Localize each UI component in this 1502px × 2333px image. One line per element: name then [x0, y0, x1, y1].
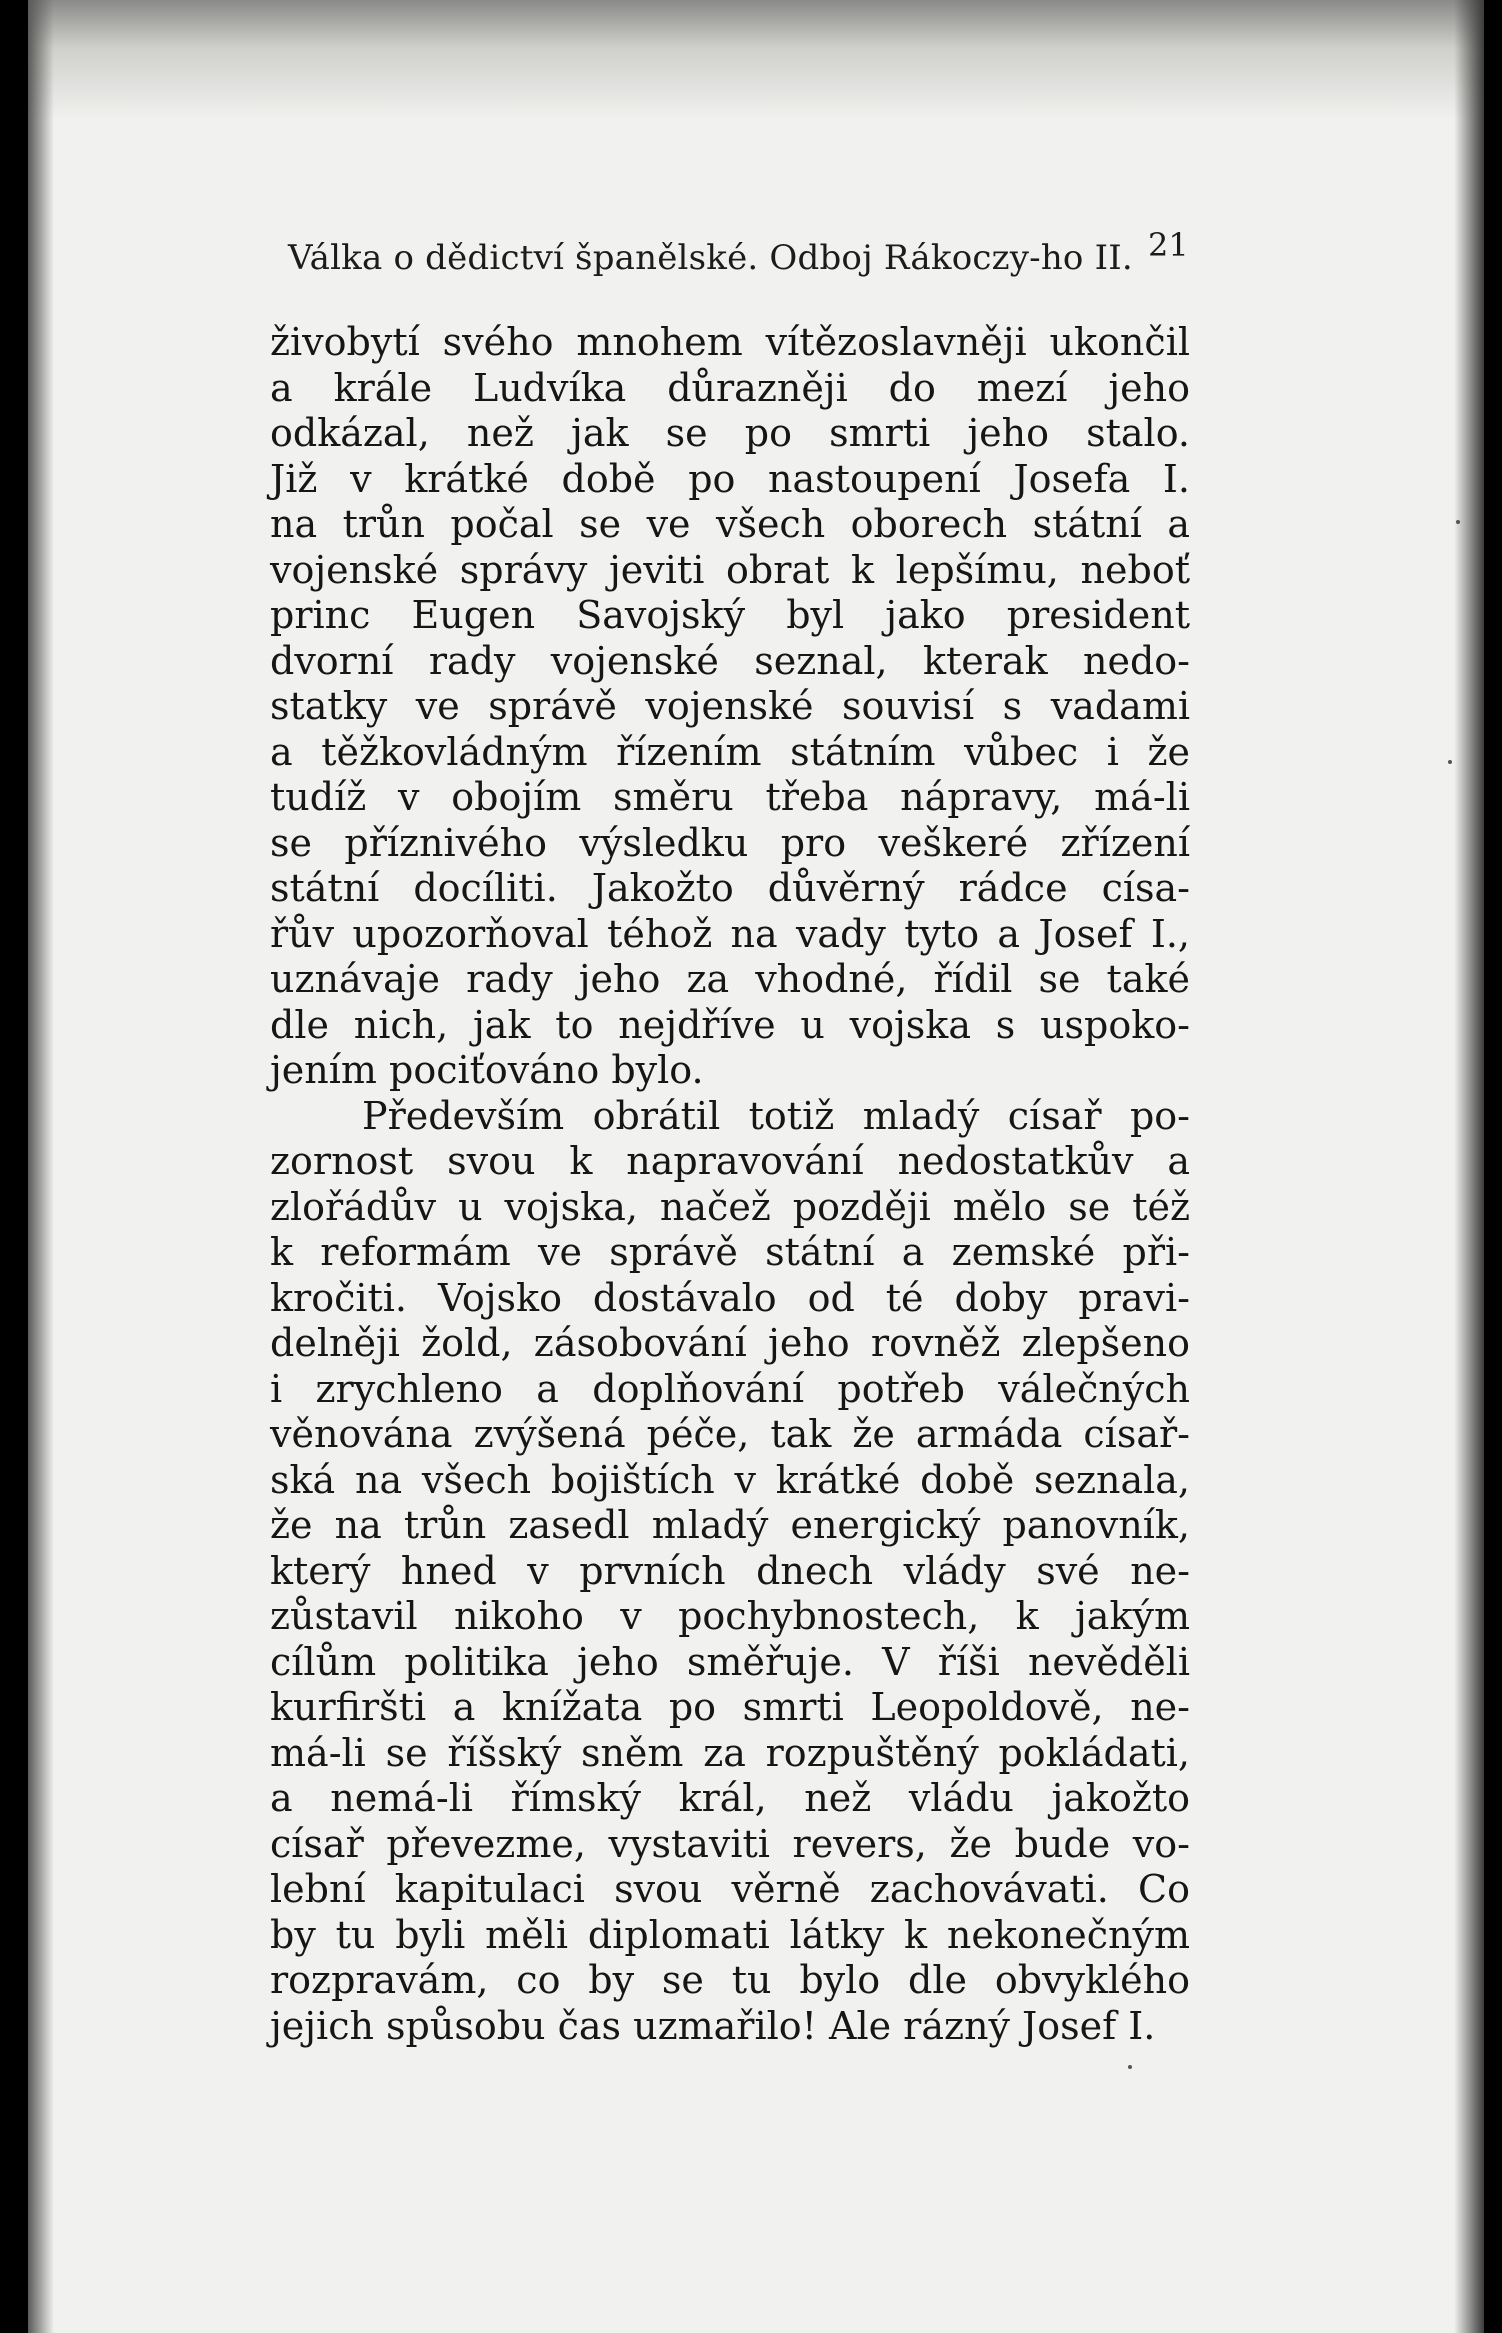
text-line: lební kapitulaci svou věrně zachovávati. Co — [270, 1867, 1190, 1911]
page-left-shadow — [28, 0, 54, 2333]
text-line: statky ve správě vojenské souvisí s vadami — [270, 684, 1190, 728]
text-line: jejich spůsobu čas uzmařilo! Ale rázný Josef I. — [270, 2003, 1156, 2048]
text-line: princ Eugen Savojský byl jako president — [270, 593, 1190, 637]
text-line: odkázal, než jak se po smrti jeho stalo. — [270, 411, 1190, 455]
text-line: uznávaje rady jeho za vhodné, řídil se také — [270, 957, 1190, 1001]
scan-speck — [1448, 760, 1452, 764]
text-line: Především obrátil totiž mladý císař po- — [362, 1093, 1190, 1138]
text-line: kurfiršti a knížata po smrti Leopoldově, ne- — [270, 1685, 1190, 1729]
text-line: živobytí svého mnohem vítězoslavněji ukončil — [270, 320, 1190, 364]
paragraph-1 — [270, 320, 1190, 1094]
text-line: vojenské správy jeviti obrat k lepšímu, neboť — [270, 547, 1190, 592]
text-line: delněji žold, zásobování jeho rovněž zlepšeno — [270, 1321, 1190, 1365]
text-line: má-li se říšský sněm za rozpuštěný pokládati, — [270, 1730, 1190, 1775]
text-line: dle nich, jak to nejdříve u vojska s uspoko- — [270, 1002, 1190, 1047]
text-line: Již v krátké době po nastoupení Josefa I. — [270, 456, 1190, 501]
text-line: zlořádův u vojska, načež později mělo se též — [270, 1184, 1190, 1229]
paragraph-2 — [270, 1094, 1190, 2050]
text-line: i zrychleno a doplňování potřeb válečných — [270, 1366, 1190, 1411]
text-line: dvorní rady vojenské seznal, kterak nedo- — [270, 638, 1190, 683]
text-line: na trůn počal se ve všech oborech státní a — [270, 502, 1190, 546]
book-page — [28, 0, 1484, 2333]
text-line: řův upozorňoval téhož na vady tyto a Josef I., — [270, 911, 1190, 956]
text-line: a nemá-li římský král, než vládu jakožto — [270, 1776, 1190, 1820]
text-line: tudíž v obojím směru třeba nápravy, má-li — [270, 775, 1190, 819]
text-line: by tu byli měli diplomati látky k nekonečným — [270, 1912, 1190, 1957]
text-line: státní docíliti. Jakožto důvěrný rádce císa- — [270, 866, 1190, 910]
body-text — [270, 320, 1190, 2049]
text-line: který hned v prvních dnech vlády své ne- — [270, 1548, 1190, 1593]
text-line: jením pociťováno bylo. — [270, 1048, 704, 1092]
page-top-shadow — [28, 0, 1484, 120]
scan-speck — [1456, 520, 1460, 524]
page-right-shadow — [1454, 0, 1484, 2333]
text-line: cílům politika jeho směřuje. V říši nevěděli — [270, 1639, 1190, 1684]
text-line: kročiti. Vojsko dostávalo od té doby pravi- — [270, 1275, 1190, 1320]
text-line: a těžkovládným řízením státním vůbec i že — [270, 729, 1190, 774]
text-line: zornost svou k napravování nedostatkův a — [270, 1139, 1190, 1183]
text-line: zůstavil nikoho v pochybnostech, k jakým — [270, 1594, 1190, 1638]
page-number: 21 — [1148, 226, 1189, 264]
text-line: císař převezme, vystaviti revers, že bude vo- — [270, 1821, 1190, 1866]
text-line: věnována zvýšená péče, tak že armáda císař- — [270, 1412, 1190, 1456]
text-line: že na trůn zasedl mladý energický panovník, — [270, 1503, 1190, 1547]
text-line: se příznivého výsledku pro veškeré zřízení — [270, 820, 1190, 865]
text-line: ská na všech bojištích v krátké době seznala, — [270, 1457, 1190, 1502]
running-title: Válka o dědictví španělské. Odboj Rákoczy-ho II. — [288, 238, 1133, 278]
page-header — [248, 226, 1189, 288]
scan-speck — [1128, 2065, 1132, 2069]
text-line: a krále Ludvíka důrazněji do mezí jeho — [270, 365, 1190, 410]
text-line: k reformám ve správě státní a zemské při- — [270, 1230, 1190, 1274]
page-content — [248, 222, 1190, 2048]
text-line: rozpravám, co by se tu bylo dle obvyklého — [270, 1958, 1190, 2002]
